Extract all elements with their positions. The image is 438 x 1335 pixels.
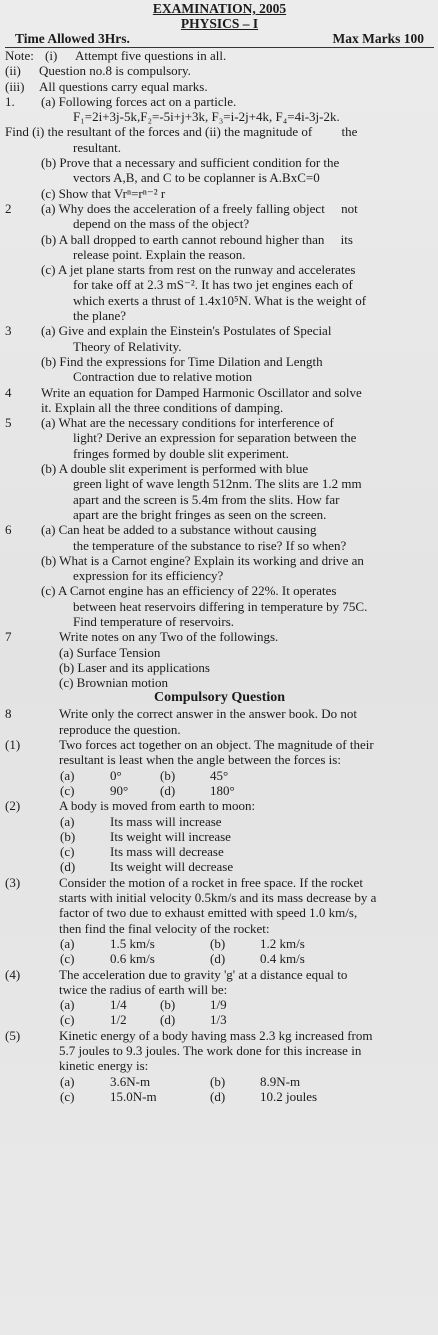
mcq-4: (4) The acceleration due to gravity 'g' at a distance equal to — [5, 966, 348, 982]
question-1: 1. (a) Following forces act on a particle. — [5, 93, 237, 109]
mcq-2-options: (a) Its mass will increase (b) Its weight will increase (c) Its mass will decrease (d) Its weight will decrease — [60, 813, 234, 875]
section-heading: Compulsory Question — [153, 690, 286, 706]
question-2: 2 (a) Why does the acceleration of a freely falling object not — [5, 200, 358, 216]
note-row: Note: (i) Attempt five questions in all. — [5, 48, 227, 63]
exam-paper: EXAMINATION, 2005 PHYSICS – I Time Allowed 3Hrs. Max Marks 100 Note: (i) Attempt five questions in all. (ii) Question no.8 is compulsory. (iii) All questions carry equal marks. 1. (a) Following forces act on a particle. F₁=2i+3j-5k,F₂=-5i+j+3k, F₃=i-2j+4k, F₄=4i-3j-2k. Find (i) the resultant of the forces and (ii) the magnitude of the resultant. (b) Prove that a necessary and sufficient condition for the vectors A,B, and C to be coplanner is A.BxC=0 (c) Show that Vrⁿ=rⁿ⁻² r 2 (a) Why does the acceleration of a freely falling object not depend on the mass of the object? (b) A ball dropped to earth cannot rebound higher than its release point. Explain the reason. (c) A jet plane starts from rest on the runway and accelerates for take off at 2.3 mS⁻². It has two jet engines each of which exerts a thrust of 1.4x10⁵N. What is the weight of the plane? 3 (a) Give and explain the Einstein's Postulates of Special Theory of Relativity. (b) Find the expressions for Time Dilation and Length Contraction due to relative motion 4 Write an equation for Damped Harmonic Oscillator and solve it. Explain all the three conditions of damping. 5 (a) What are the necessary conditions for interference of light? Derive an expression for separation between the fringes formed by double slit experiment. (b) A double slit experiment is performed with blue green light of wave length 512nm. The slits are 1.2 mm apart and the screen is 5.4m from the slits. How far apart are the bright fringes as seen on the screen. 6 (a) Can heat be added to a substance without causing the temperature of the substance to rise? If so when? (b) What is a Carnot engine? Explain its working and drive an expression for its efficiency? (c) A Carnot engine has an efficiency of 22%. It operates between heat reservoirs differing in temperature by 75C. Find temperature of reservoirs. 7 Write notes on any Two of the followings. (a) Surface Tension (b) Laser and its applications (c) Brownian motion Compulsory Question 8 Write only the correct answer in the answer book. Do not reproduce the question. (1) Two forces act together on an object. The magnitude of their resultant is least when the angle between the forces is: (a) 0° (b) 45° (c) 90° (d) 180° (2) A body is moved from earth to moon: (a) Its mass will increase (b) Its weight will increase (c) Its mass will decrease (d) Its weight will decrease (3) Consider the motion of a rocket in free space. If the rocket starts with initial velocity 0.5km/s and its mass decrease by a factor of two due to exhaust emitted with speed 1.0 km/s, then find the final velocity of the rocket: (a) 1.5 km/s (b) 1.2 km/s (c) 0.6 km/s (d) 0.4 km/s (4) The acceleration due to gravity 'g' at a distance equal to twice the radius of earth will be: (a) 1/4 (b) 1/9 (c) 1/2 (d) 1/3 (5) Kinetic energy of a body having mass 2.3 kg increased from 5.7 joules to 9.3 joules. The work done for this increase in kinetic energy is: (a) 3.6N-m (b) 8.9N-m (c) 15.0N-m (d) 10.2 joules — [0, 0, 438, 1335]
subject-title: PHYSICS – I — [180, 16, 259, 31]
mcq-3-options: (a) 1.5 km/s (b) 1.2 km/s (c) 0.6 km/s (d) 0.4 km/s — [60, 935, 305, 967]
mcq-5: (5) Kinetic energy of a body having mass 2.3 kg increased from — [5, 1027, 373, 1043]
q2-b: (b) A ball dropped to earth cannot rebound higher than its — [41, 231, 353, 247]
mcq-1-options: (a) 0° (b) 45° (c) 90° (d) 180° — [60, 767, 235, 798]
note-row: (iii) All questions carry equal marks. — [5, 78, 208, 94]
exam-title: EXAMINATION, 2005 — [152, 1, 287, 16]
question-4: 4 Write an equation for Damped Harmonic Oscillator and solve — [5, 384, 362, 400]
question-8: 8 Write only the correct answer in the answer book. Do not — [5, 706, 358, 722]
mcq-2: (2) A body is moved from earth to moon: — [5, 798, 256, 814]
note-row: (ii) Question no.8 is compulsory. — [5, 63, 191, 79]
question-3: 3 (a) Give and explain the Einstein's Postulates of Special — [5, 323, 332, 339]
question-5: 5 (a) What are the necessary conditions for interference of — [5, 415, 334, 431]
q1-c: (c) Show that Vrⁿ=rⁿ⁻² r — [41, 185, 166, 201]
question-7: 7 Write notes on any Two of the followings. — [5, 629, 279, 645]
max-marks: Max Marks 100 — [332, 31, 424, 46]
q2-c: (c) A jet plane starts from rest on the runway and accelerates — [41, 262, 356, 278]
mcq-5-options: (a) 3.6N-m (b) 8.9N-m (c) 15.0N-m (d) 10.2 joules — [60, 1073, 318, 1104]
mcq-4-options: (a) 1/4 (b) 1/9 (c) 1/2 (d) 1/3 — [60, 997, 227, 1028]
q1-forces: F₁=2i+3j-5k,F₂=-5i+j+3k, F₃=i-2j+4k, F₄=4i-3j-2k. — [73, 109, 340, 125]
q1-find: Find (i) the resultant of the forces and (ii) the magnitude of the — [5, 124, 358, 140]
q1-b: (b) Prove that a necessary and sufficient condition for the — [41, 155, 340, 171]
time-allowed: Time Allowed 3Hrs. — [15, 31, 130, 46]
exam-meta — [5, 31, 434, 48]
mcq-3: (3) Consider the motion of a rocket in free space. If the rocket — [5, 874, 363, 890]
mcq-1: (1) Two forces act together on an object. The magnitude of their — [5, 737, 374, 753]
question-6: 6 (a) Can heat be added to a substance without causing — [5, 522, 317, 538]
